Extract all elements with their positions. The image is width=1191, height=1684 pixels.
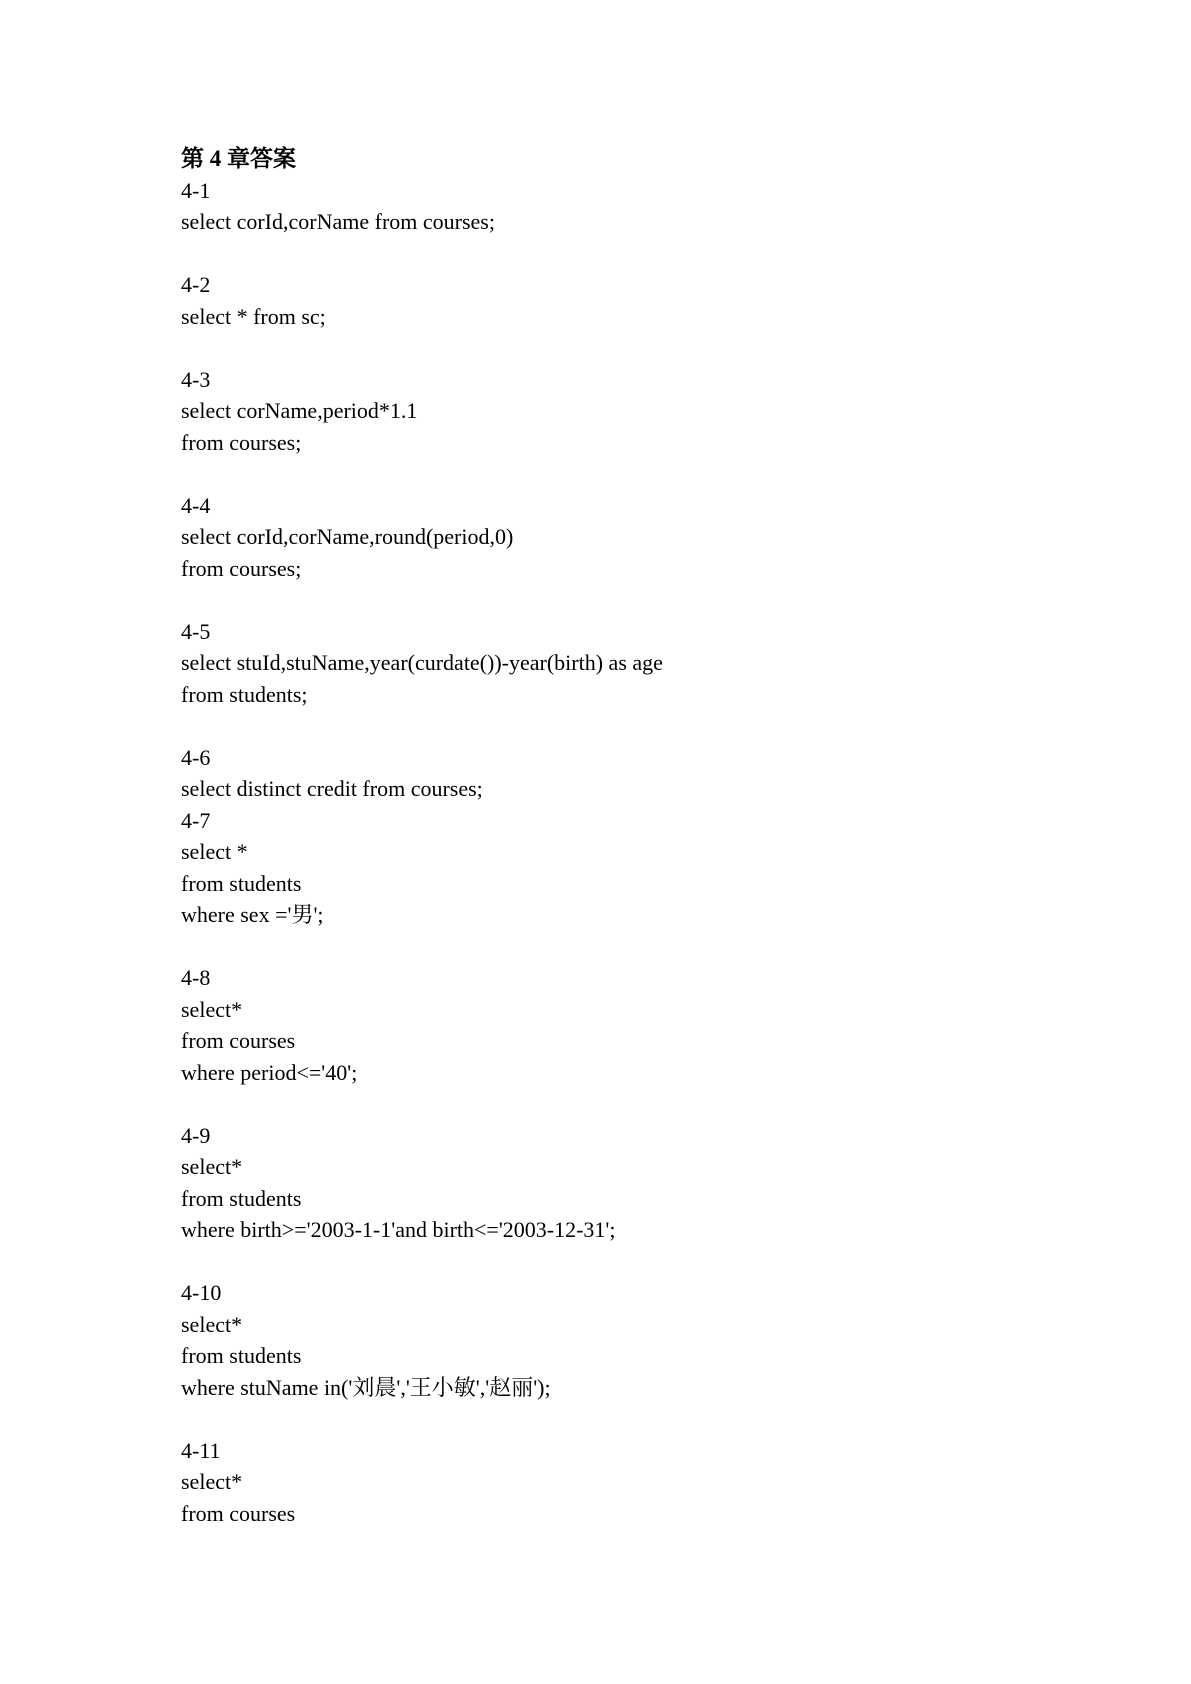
sql-line: from students <box>181 1343 302 1368</box>
sql-line: select* <box>181 1154 243 1179</box>
chapter-title: 第 4 章答案 <box>181 146 296 171</box>
answer-block-4-6 <box>181 742 1081 805</box>
sql-line: from courses; <box>181 555 302 581</box>
answer-block-4-1 <box>181 175 1081 238</box>
answer-label: 4-9 <box>181 1122 211 1148</box>
sql-line: select corId,corName,round(period,0) <box>181 524 514 549</box>
blank-line <box>181 710 1081 742</box>
answer-label: 4-3 <box>181 366 211 392</box>
sql-line: select stuId,stuName,year(curdate())-year(birth) as age <box>181 650 663 675</box>
blank-line <box>181 238 1081 270</box>
answer-block-4-3 <box>181 364 1081 459</box>
sql-line: from courses; <box>181 429 302 455</box>
sql-line: where birth>='2003-1-1'and birth<='2003-12-31'; <box>181 1217 616 1242</box>
answer-label: 4-1 <box>181 177 211 203</box>
sql-line: from students; <box>181 681 308 707</box>
answer-label: 4-8 <box>181 965 211 990</box>
document-page <box>181 143 1081 1529</box>
sql-line: select* <box>181 1311 243 1337</box>
answer-label: 4-7 <box>181 807 211 833</box>
sql-line: select corId,corName from courses; <box>181 209 495 234</box>
sql-line: select corName,period*1.1 <box>181 398 418 423</box>
answer-label: 4-5 <box>181 618 211 644</box>
answer-label: 4-6 <box>181 744 211 770</box>
blank-line <box>181 458 1081 490</box>
sql-line: select * from sc; <box>181 303 326 329</box>
answer-block-4-5 <box>181 616 1081 711</box>
blank-line <box>181 931 1081 963</box>
sql-line: from courses <box>181 1028 296 1053</box>
answer-label: 4-10 <box>181 1280 222 1305</box>
sql-line: from students <box>181 870 302 896</box>
sql-line: from students <box>181 1185 302 1211</box>
sql-line: select* <box>181 996 243 1022</box>
blank-line <box>181 1246 1081 1278</box>
answer-block-4-4 <box>181 490 1081 585</box>
answer-label: 4-4 <box>181 492 211 518</box>
answer-block-4-8 <box>181 962 1081 1088</box>
blank-line <box>181 332 1081 364</box>
sql-line: where stuName in('刘晨','王小敏','赵丽'); <box>181 1374 551 1400</box>
answer-label: 4-11 <box>181 1437 221 1463</box>
sql-line: select * <box>181 839 248 864</box>
answer-block-4-7 <box>181 805 1081 931</box>
answer-label: 4-2 <box>181 272 211 297</box>
sql-line: from courses <box>181 1500 296 1526</box>
sql-line: select distinct credit from courses; <box>181 776 483 801</box>
blank-line <box>181 1403 1081 1435</box>
sql-line: select* <box>181 1469 243 1494</box>
answer-block-4-2 <box>181 269 1081 332</box>
answer-block-4-10 <box>181 1277 1081 1403</box>
sql-line: where sex ='男'; <box>181 902 324 927</box>
answer-block-4-11 <box>181 1435 1081 1530</box>
blank-line <box>181 584 1081 616</box>
answer-block-4-9 <box>181 1120 1081 1246</box>
sql-line: where period<='40'; <box>181 1059 358 1085</box>
blank-line <box>181 1088 1081 1120</box>
